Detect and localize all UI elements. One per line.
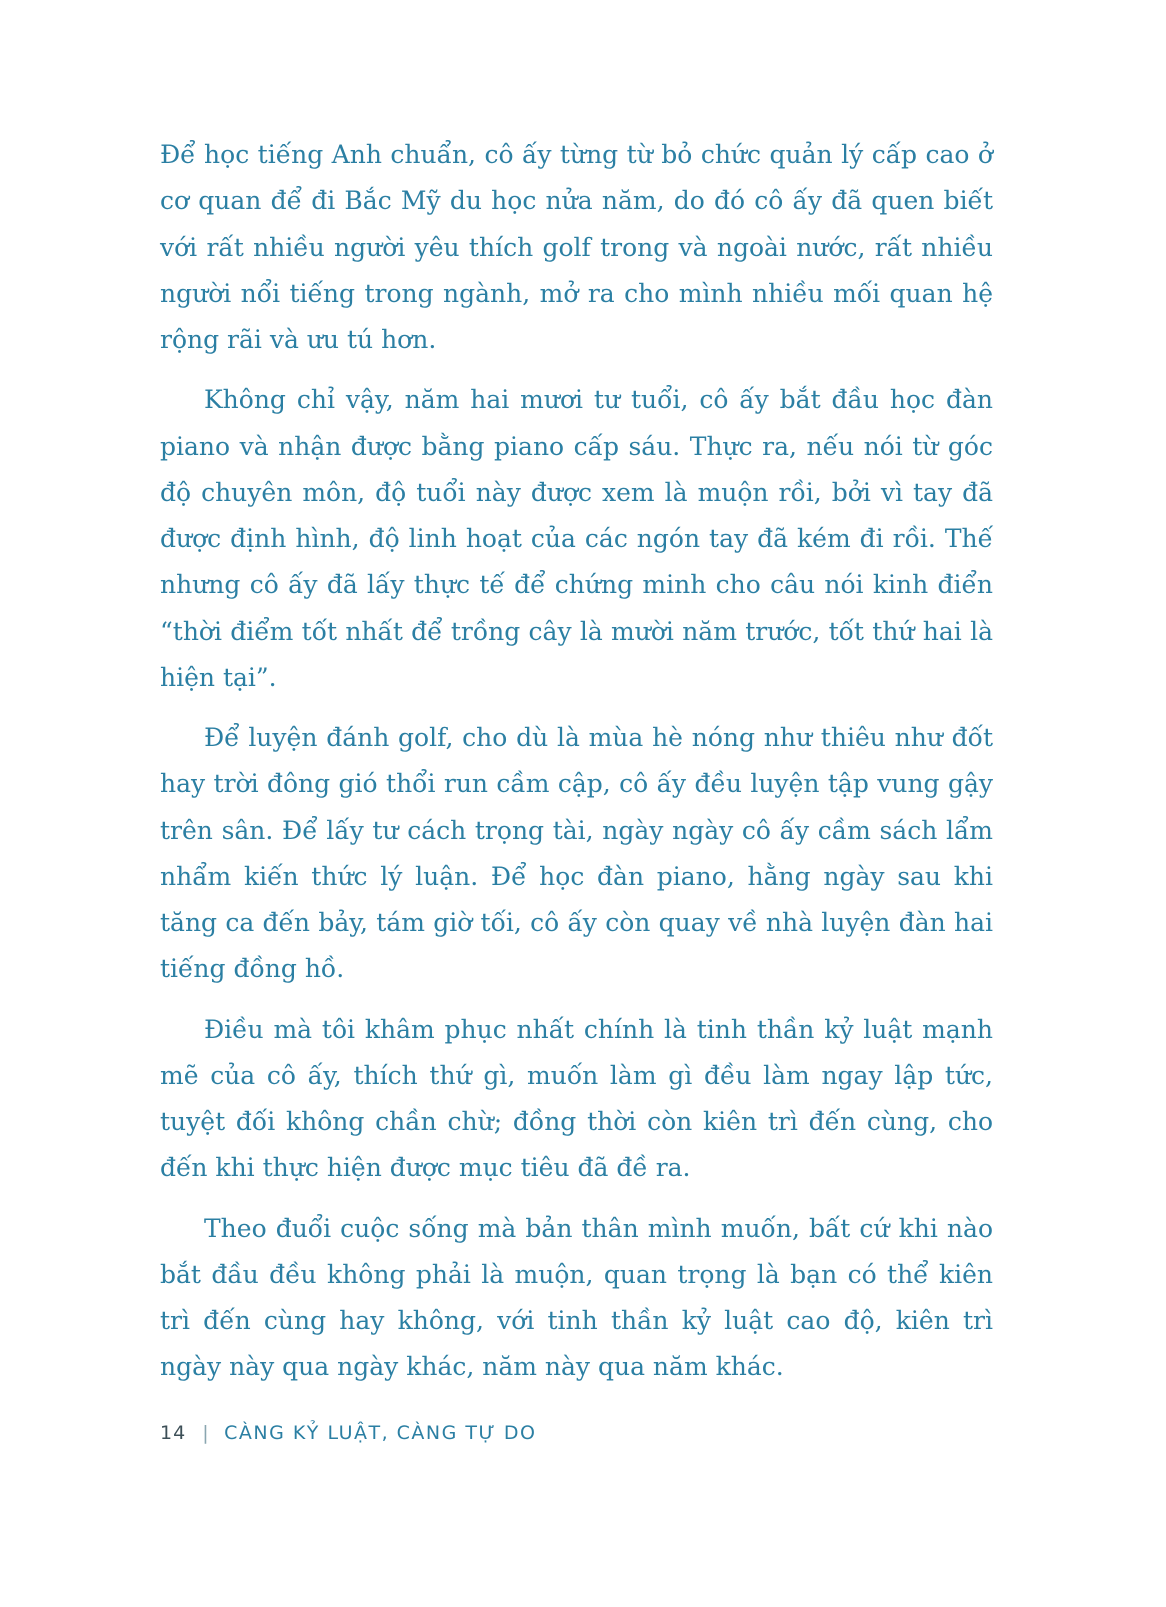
paragraph: Theo đuổi cuộc sống mà bản thân mình muốn, bất cứ khi nào bắt đầu đều không phải là muộn, quan trọng là bạn có thể kiên trì đến cùng hay không, với tinh thần kỷ luật cao độ, kiên trì ngày này qua ngày khác, năm này qua năm khác. xyxy=(160,1213,993,1382)
page-body-text xyxy=(160,132,993,1405)
paragraph: Để luyện đánh golf, cho dù là mùa hè nóng như thiêu như đốt hay trời đông gió thổi run cầm cập, cô ấy đều luyện tập vung gậy trên sân. Để lấy tư cách trọng tài, ngày ngày cô ấy cầm sách lẩm nhẩm kiến thức lý luận. Để học đàn piano, hằng ngày sau khi tăng ca đến bảy, tám giờ tối, cô ấy còn quay về nhà luyện đàn hai tiếng đồng hồ. xyxy=(160,723,993,984)
paragraph: Điều mà tôi khâm phục nhất chính là tinh thần kỷ luật mạnh mẽ của cô ấy, thích thứ gì, muốn làm gì đều làm ngay lập tức, tuyệt đối không chần chừ; đồng thời còn kiên trì đến cùng, cho đến khi thực hiện được mục tiêu đã đề ra. xyxy=(160,1014,993,1183)
page-footer xyxy=(160,1422,536,1444)
page-number: 14 xyxy=(160,1422,187,1444)
paragraph: Để học tiếng Anh chuẩn, cô ấy từng từ bỏ chức quản lý cấp cao ở cơ quan để đi Bắc Mỹ du học nửa năm, do đó cô ấy đã quen biết với rất nhiều người yêu thích golf trong và ngoài nước, rất nhiều người nổi tiếng trong ngành, mở ra cho mình nhiều mối quan hệ rộng rãi và ưu tú hơn. xyxy=(160,140,993,354)
paragraph: Không chỉ vậy, năm hai mươi tư tuổi, cô ấy bắt đầu học đàn piano và nhận được bằng piano cấp sáu. Thực ra, nếu nói từ góc độ chuyên môn, độ tuổi này được xem là muộn rồi, bởi vì tay đã được định hình, độ linh hoạt của các ngón tay đã kém đi rồi. Thế nhưng cô ấy đã lấy thực tế để chứng minh cho câu nói kinh điển “thời điểm tốt nhất để trồng cây là mười năm trước, tốt thứ hai là hiện tại”. xyxy=(160,385,993,692)
footer-separator: | xyxy=(202,1422,211,1444)
book-title: CÀNG KỶ LUẬT, CÀNG TỰ DO xyxy=(224,1422,537,1444)
